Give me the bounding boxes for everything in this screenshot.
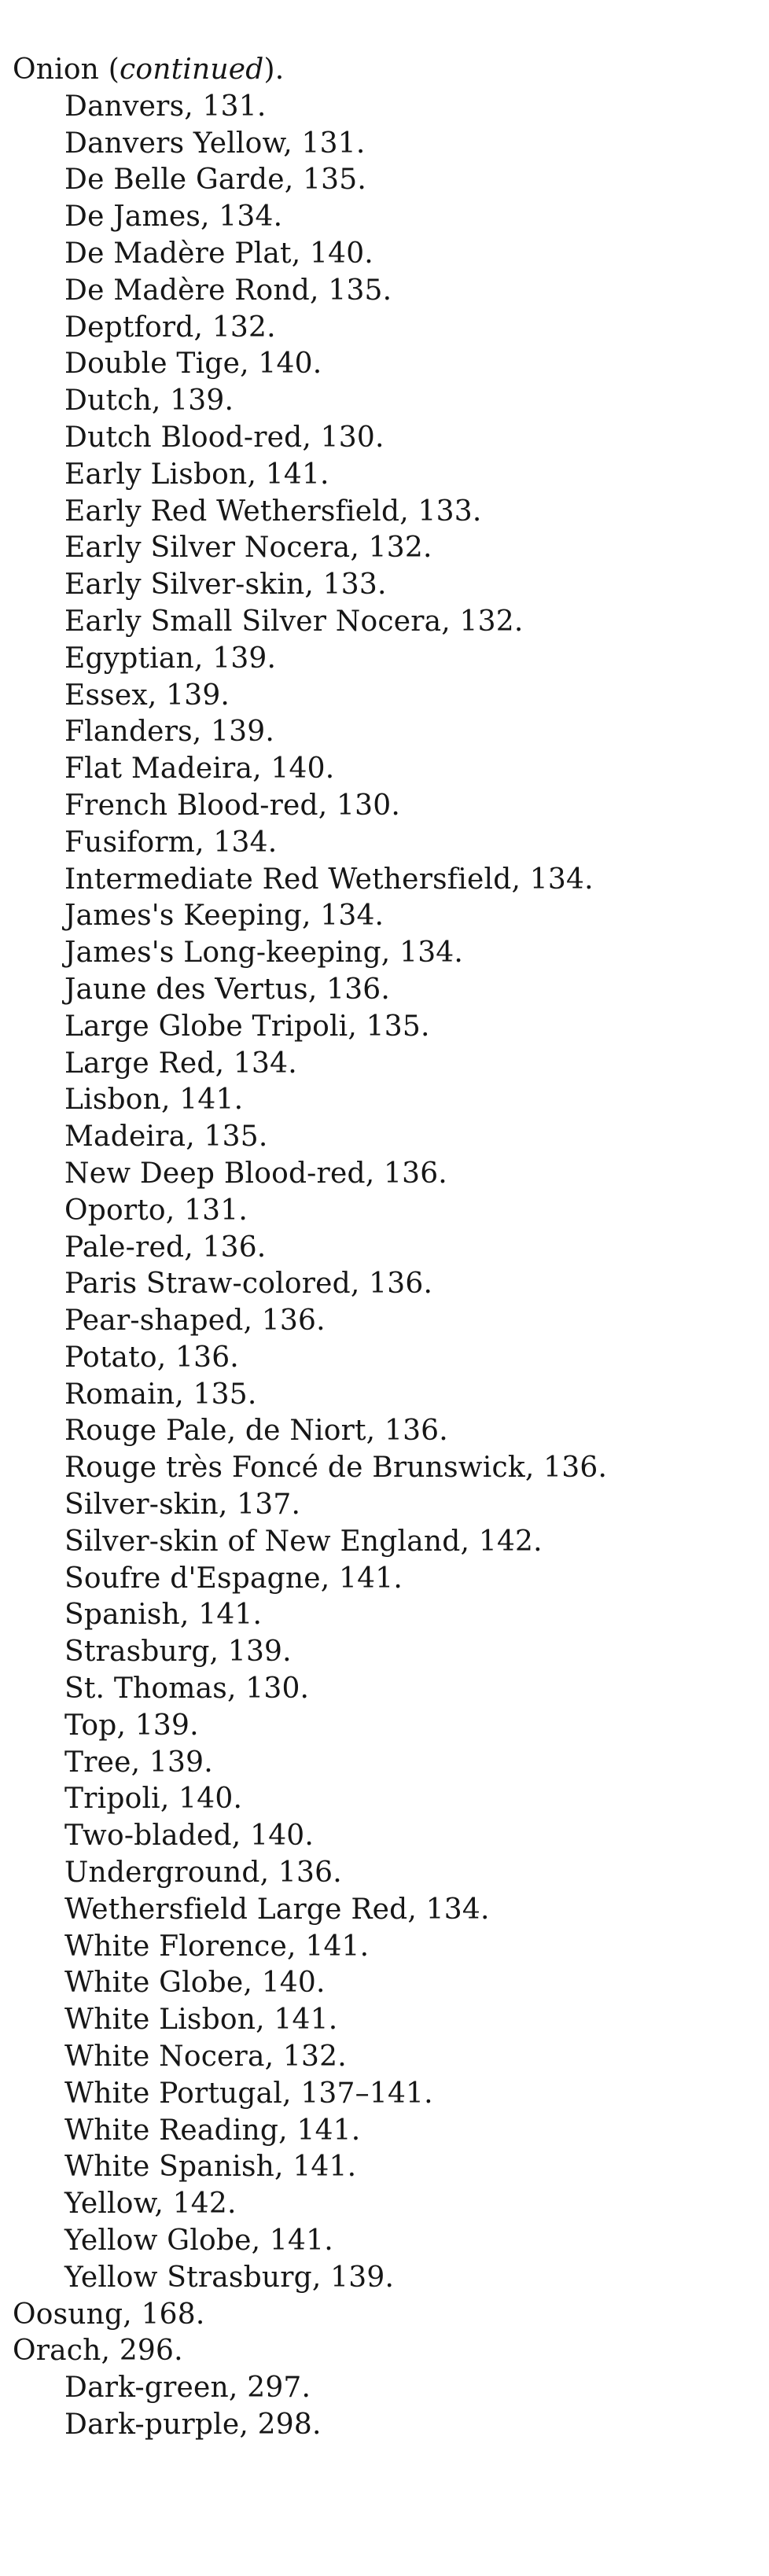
index-subentry [0,1377,607,1414]
index-subentry [0,273,607,310]
index-subentry [0,89,607,126]
index-heading-entry [0,2333,607,2370]
index-subentry [0,346,607,383]
index-subentry [0,1745,607,1782]
index-subentry [0,162,607,199]
index-subentry [0,530,607,567]
entry-suffix: ). [263,53,285,86]
index-subentry [0,1929,607,1966]
index-subentry [0,2149,607,2186]
entry-text: Two-bladed, 140. [64,1820,315,1853]
index-subentry [0,199,607,236]
index-subentry [0,1230,607,1267]
index-subentry [0,567,607,604]
entry-text: De Madère Rond, 135. [64,274,392,307]
entry-text: Early Small Silver Nocera, 132. [64,605,524,638]
entry-text: Danvers, 131. [64,90,267,123]
index-subentry [0,420,607,457]
entry-text: Strasburg, 139. [64,1636,292,1669]
entry-text: Fusiform, 134. [64,826,278,859]
index-subentry [0,1855,607,1892]
index-subentry [0,2076,607,2113]
entry-text: De James, 134. [64,201,283,234]
index-heading-entry [0,2297,607,2334]
index-subentry [0,678,607,715]
index-subentry [0,1119,607,1156]
index-subentry [0,457,607,494]
entry-text: Yellow Globe, 141. [64,2225,333,2258]
entry-text: Oosung, 168. [13,2298,205,2331]
index-subentry [0,2113,607,2150]
entry-text: Underground, 136. [64,1857,342,1890]
entry-text: Dutch Blood-red, 130. [64,421,384,454]
index-subentry [0,935,607,972]
index-subentry [0,126,607,163]
entry-text: White Portugal, 137–141. [64,2077,433,2110]
entry-qualifier: continued [119,53,264,86]
index-subentry [0,310,607,347]
index-subentry [0,236,607,273]
index-subentry [0,1524,607,1561]
index-subentry [0,383,607,420]
index-subentry [0,1892,607,1929]
entry-text: Deptford, 132. [64,311,276,344]
index-subentry [0,751,607,788]
index-subentry [0,1082,607,1119]
entry-text: Large Globe Tripoli, 135. [64,1010,430,1043]
index-subentry [0,1597,607,1634]
entry-text: Potato, 136. [64,1341,239,1374]
entry-text: Rouge très Foncé de Brunswick, 136. [64,1452,608,1485]
entry-text: Silver-skin of New England, 142. [64,1525,543,1558]
entry-text: Onion ( [13,53,120,86]
index-entry-list [0,52,607,2444]
entry-text: Paris Straw-colored, 136. [64,1268,433,1301]
entry-text: Flat Madeira, 140. [64,753,335,786]
entry-text: De Belle Garde, 135. [64,164,366,197]
entry-text: Dark-purple, 298. [64,2409,322,2441]
index-subentry [0,898,607,935]
entry-text: Orach, 296. [13,2335,183,2368]
index-subentry [0,2370,607,2407]
index-subentry [0,2260,607,2297]
entry-text: Silver-skin, 137. [64,1489,301,1522]
entry-text: Danvers Yellow, 131. [64,127,366,160]
index-subentry [0,1303,607,1340]
entry-text: Yellow, 142. [64,2188,237,2221]
entry-text: James's Long-keeping, 134. [64,937,464,970]
index-subentry [0,788,607,825]
entry-text: Top, 139. [64,1709,199,1742]
index-subentry [0,1634,607,1671]
entry-text: Essex, 139. [64,679,230,712]
entry-text: Oporto, 131. [64,1194,248,1227]
index-subentry [0,1193,607,1230]
entry-text: Intermediate Red Wethersfield, 134. [64,863,594,896]
index-subentry [0,1561,607,1598]
index-subentry [0,1708,607,1745]
entry-text: French Blood-red, 130. [64,789,400,822]
index-subentry [0,2039,607,2076]
index-subentry [0,1046,607,1083]
index-subentry [0,862,607,899]
index-heading-entry [0,52,607,89]
index-subentry [0,2186,607,2223]
index-subentry [0,1781,607,1818]
entry-text: White Globe, 140. [64,1967,326,2000]
index-subentry [0,1413,607,1450]
entry-text: James's Keeping, 134. [64,900,384,933]
index-subentry [0,825,607,862]
entry-text: Tripoli, 140. [64,1783,243,1816]
index-subentry [0,1450,607,1487]
entry-text: Dutch, 139. [64,385,234,418]
entry-text: Flanders, 139. [64,716,275,749]
entry-text: White Lisbon, 141. [64,2004,338,2037]
index-subentry [0,604,607,641]
entry-text: Wethersfield Large Red, 134. [64,1893,490,1926]
index-subentry [0,1156,607,1193]
entry-text: De Madère Plat, 140. [64,237,373,270]
index-subentry [0,972,607,1009]
entry-text: Large Red, 134. [64,1047,297,1080]
entry-text: Pale-red, 136. [64,1231,267,1264]
entry-text: Lisbon, 141. [64,1084,244,1117]
entry-text: St. Thomas, 130. [64,1673,310,1706]
entry-text: Pear-shaped, 136. [64,1305,326,1338]
entry-text: Madeira, 135. [64,1121,268,1154]
entry-text: Spanish, 141. [64,1599,263,1632]
entry-text: Egyptian, 139. [64,642,277,675]
entry-text: Soufre d'Espagne, 141. [64,1562,403,1595]
entry-text: Rouge Pale, de Niort, 136. [64,1415,448,1448]
index-subentry [0,2407,607,2444]
entry-text: Early Red Wethersfield, 133. [64,495,482,528]
index-subentry [0,641,607,678]
index-subentry [0,1487,607,1524]
index-subentry [0,1671,607,1708]
entry-text: Dark-green, 297. [64,2372,311,2405]
entry-text: New Deep Blood-red, 136. [64,1157,447,1190]
entry-text: Romain, 135. [64,1378,257,1411]
index-subentry [0,494,607,531]
entry-text: Early Silver-skin, 133. [64,569,387,602]
index-subentry [0,1965,607,2002]
index-subentry [0,1009,607,1046]
entry-text: Early Silver Nocera, 132. [64,532,432,565]
entry-text: Jaune des Vertus, 136. [64,973,391,1006]
entry-text: Double Tige, 140. [64,348,322,381]
entry-text: Early Lisbon, 141. [64,458,329,491]
index-subentry [0,2002,607,2039]
entry-text: White Reading, 141. [64,2114,361,2147]
index-subentry [0,1340,607,1377]
index-subentry [0,2223,607,2260]
entry-text: White Florence, 141. [64,1930,370,1963]
entry-text: White Nocera, 132. [64,2041,347,2074]
index-subentry [0,714,607,751]
index-subentry [0,1818,607,1855]
entry-text: Tree, 139. [64,1746,213,1779]
entry-text: White Spanish, 141. [64,2151,357,2184]
entry-text: Yellow Strasburg, 139. [64,2261,395,2294]
index-subentry [0,1266,607,1303]
